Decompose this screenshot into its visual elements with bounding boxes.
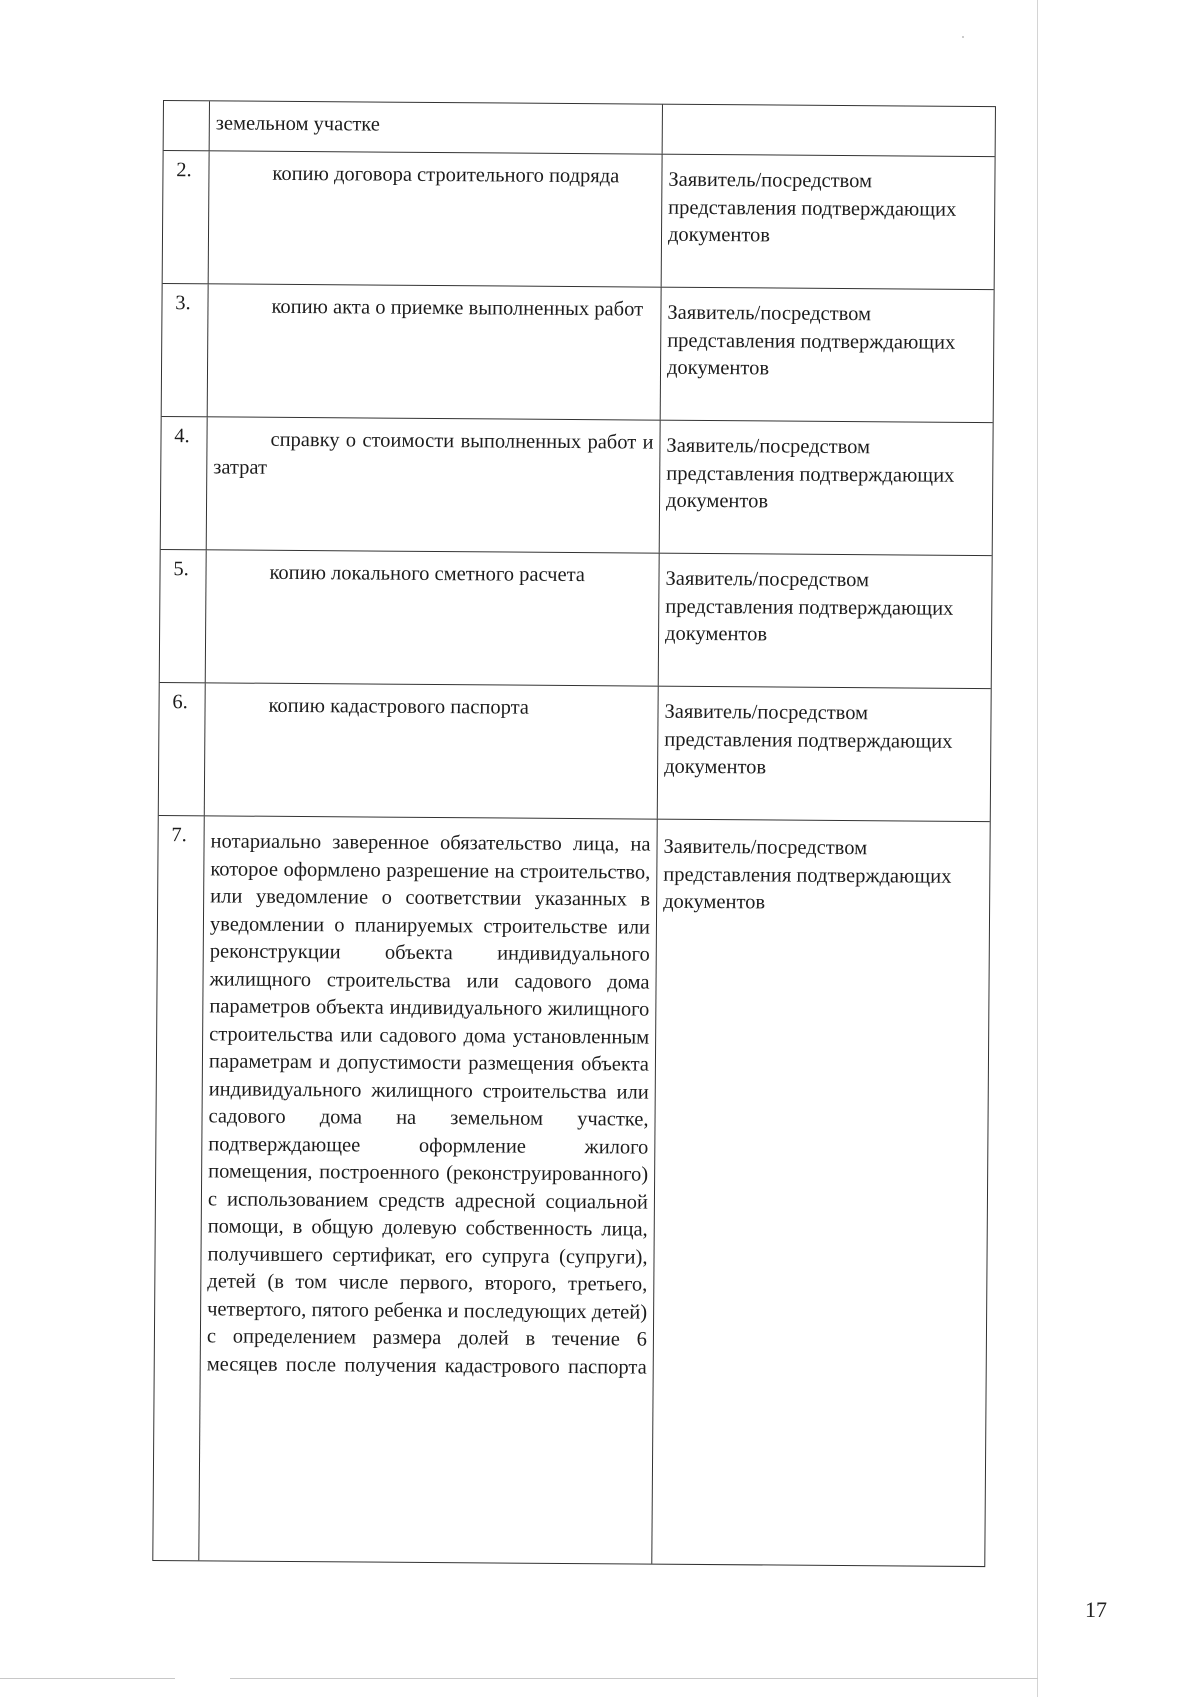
- page-number: 17: [1085, 1597, 1107, 1622]
- row-description: копию акта о приемке выполненных работ: [208, 284, 662, 419]
- row-number: 2.: [163, 151, 210, 283]
- scan-artifact-dot: [962, 36, 964, 38]
- row-source: Заявитель/посредством представления подтверждающих документов: [664, 700, 953, 779]
- documents-table: [152, 100, 996, 1567]
- table-row: [163, 150, 995, 289]
- row-description: копию договора строительного подряда: [209, 151, 663, 286]
- row-number: 4.: [161, 417, 208, 549]
- row-number: 6.: [159, 683, 206, 815]
- row-source: Заявитель/посредством представления подтверждающих документов: [667, 168, 957, 247]
- row-number: 5.: [160, 550, 207, 682]
- table-row: [159, 682, 991, 821]
- table-row: [161, 416, 993, 555]
- row-number: 3.: [162, 284, 209, 416]
- row-source: Заявитель/посредством представления подтверждающих документов: [665, 434, 955, 513]
- row-description: нотариально заверенное обязательство лица, на которое оформлено разрешение на строительство, или уведомление о соответствии указанных в уведомлении о планируемых строительстве или реконструкции объекта индивидуального жилищного строительства или садового дома параметров объекта индивидуального жилищного строительства или садового дома установленным параметрам и допустимости размещения объекта индивидуального жилищного строительства или садового дома на земельном участке, подтверждающее оформление жилого помещения, построенного (реконструированного) с использованием средств адресной социальной помощи, в общую долевую собственность лица, получившего сертификат, его супруга (супруги), детей (в том числе первого, второго, третьего, четвертого, пятого ребенка и последующих детей) с определением размера долей в течение 6 месяцев после получения кадастрового паспорта: [199, 816, 657, 1563]
- row-description: копию кадастрового паспорта: [205, 683, 659, 818]
- scan-artifact-line: [0, 1678, 175, 1679]
- table-row: [162, 283, 994, 422]
- scan-artifact-line: [230, 1678, 1038, 1679]
- row-description: земельном участке: [210, 101, 663, 153]
- row-source: Заявитель/посредством представления подтверждающих документов: [663, 835, 952, 914]
- row-description: справку о стоимости выполненных работ и затрат: [207, 417, 661, 552]
- table-row: [160, 549, 992, 688]
- row-number: 7.: [153, 816, 204, 1560]
- row-source: Заявитель/посредством представления подтверждающих документов: [665, 567, 954, 646]
- row-source: [663, 105, 995, 156]
- row-description: копию локального сметного расчета: [206, 550, 660, 685]
- page-edge-line: [1037, 0, 1038, 1697]
- row-number: [164, 101, 210, 150]
- table-row: [153, 815, 989, 1566]
- row-source: Заявитель/посредством представления подтверждающих документов: [666, 301, 956, 380]
- table-row-continuation: [164, 101, 995, 156]
